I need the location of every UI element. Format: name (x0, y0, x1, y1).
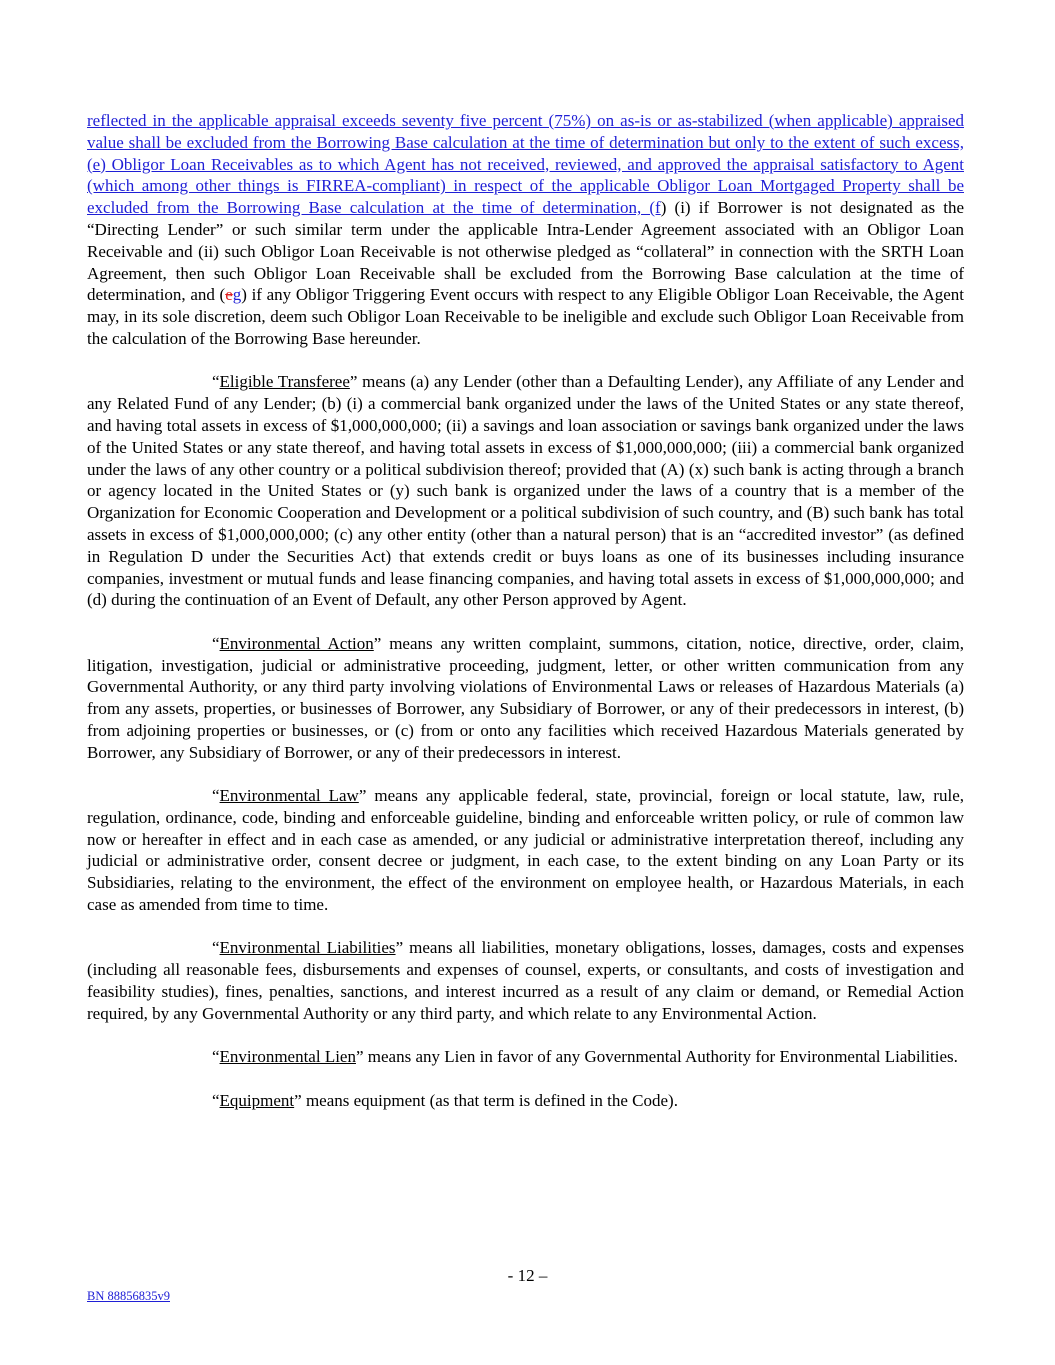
deleted-text: e (225, 285, 233, 305)
paragraph-text: ) (i) if Borrower is not designated as the “Directing Lender” or such similar term under the applicable Intra-Lender Agreement associated with an Obligor Loan Receivable and (ii) such Obligor Loan Receivable is not otherwise pledged as “collateral” in connection with the SRTH Loan Agreement, then such Obligor Loan Receivable shall be excluded from the Borrowing Base calculation at the time of determination, and ( (87, 198, 964, 305)
definition-body: means any Lien in favor of any Governmental Authority for Environmental Liabilities. (363, 1047, 958, 1067)
definition-body: means any applicable federal, state, provincial, foreign or local statute, law, rule, regulation, ordinance, code, binding and enforceable guideline, binding and enforceable written policy, or rule of common law now or hereafter in effect and in each case as amended, or any judicial or administrative interpretation thereof, including any judicial or administrative order, consent decree or judgment, in each case, to the extent binding on any Loan Party or its Subsidiaries, relating to the environment, the effect of the environment on employee health, or Hazardous Materials, in each case as amended from time to time. (87, 786, 964, 915)
definition-body: means all liabilities, monetary obligations, losses, damages, costs and expenses (including all reasonable fees, disbursements and expenses of counsel, experts, or consultants, and costs of investigation and feasibility studies), fines, penalties, sanctions, and interest incurred as a result of any claim or demand, or Remedial Action required, by any Governmental Authority or any third party, and which relate to any Environmental Action. (87, 938, 964, 1023)
inserted-text: g (232, 285, 242, 305)
defined-term: Environmental Law (219, 786, 359, 806)
definition-body: means equipment (as that term is defined in the Code). (301, 1090, 678, 1110)
defined-term: Equipment (219, 1090, 295, 1110)
defined-term: Environmental Action (219, 633, 374, 653)
definition-environmental-law: “Environmental Law” means any applicable federal, state, provincial, foreign or local statute, law, rule, regulation, ordinance, code, binding and enforceable guideline, binding and enforceable written policy, or rule of common law now or hereafter in effect and in each case as amended, or any judicial or administrative interpretation thereof, including any judicial or administrative order, consent decree or judgment, in each case, to the extent binding on any Loan Party or its Subsidiaries, relating to the environment, the effect of the environment on employee health, or Hazardous Materials, in each case as amended from time to time. (87, 786, 964, 915)
definition-eligible-transferee: “Eligible Transferee” means (a) any Lender (other than a Defaulting Lender), any Affiliate of any Lender and any Related Fund of any Lender; (b) (i) a commercial bank organized under the laws of the United States or any state thereof, and having total assets in excess of $1,000,000,000; (ii) a savings and loan association or savings bank organized under the laws of the United States or any state thereof, and having total assets in excess of $1,000,000,000; (iii) a commercial bank organized under the laws of any other country or a political subdivision thereof; provided that (A) (x) such bank is acting through a branch or agency located in the United States or (y) such bank is organized under the laws of a country that is a member of the Organization for Economic Cooperation and Development or a political subdivision of such country, and (B) such bank has total assets in excess of $1,000,000,000; (c) any other entity (other than a natural person) that is an “accredited investor” (as defined in Regulation D under the Securities Act) that extends credit or buys loans as one of its businesses including insurance companies, investment or mutual funds and lease financing companies, and having total assets in excess of $1,000,000,000; and (d) during the continuation of an Event of Default, any other Person approved by Agent. (87, 372, 964, 610)
defined-term: Environmental Lien (219, 1047, 356, 1067)
paragraph-text: ) if any Obligor Triggering Event occurs with respect to any Eligible Obligor Loan Receivable, the Agent may, in its sole discretion, deem such Obligor Loan Receivable to be ineligible and exclude such Obligor Loan Receivable from the calculation of the Borrowing Base hereunder. (87, 285, 964, 348)
inserted-text: reflected in the applicable appraisal exceeds seventy five percent (75%) on as-is or as-stabilized (when applicable) appraised value shall be excluded from the Borrowing Base calculation at the time of determination but only to the extent of such excess, (e) Obligor Loan Receivables as to which Agent has not received, reviewed, and approved the appraisal satisfactory to Agent (which among other things is FIRREA-compliant) in respect of the applicable Obligor Loan Mortgaged Property shall be excluded from the Borrowing Base calculation at the time of determination, (f (87, 111, 964, 218)
defined-term: Eligible Transferee (219, 372, 350, 392)
page-number: - 12 – (507, 1266, 548, 1285)
definition-equipment: “Equipment” means equipment (as that term is defined in the Code). (212, 1090, 678, 1110)
defined-term: Environmental Liabilities (219, 938, 396, 958)
definition-body: means (a) any Lender (other than a Defaulting Lender), any Affiliate of any Lender and any Related Fund of any Lender; (b) (i) a commercial bank organized under the laws of the United States or any state thereof, and having total assets in excess of $1,000,000,000; (ii) a savings and loan association or savings bank organized under the laws of the United States or any state thereof, and having total assets in excess of $1,000,000,000; (iii) a commercial bank organized under the laws of any other country or a political subdivision thereof; provided that (A) (x) such bank is acting through a branch or agency located in the United States or (y) such bank is organized under the laws of a country that is a member of the Organization for Economic Cooperation and Development or a political subdivision of such country, and (B) such bank has total assets in excess of $1,000,000,000; (c) any other entity (other than a natural person) that is an “accredited investor” (as defined in Regulation D under the Securities Act) that extends credit or buys loans as one of its businesses including insurance companies, investment or mutual funds and lease financing companies, and having total assets in excess of $1,000,000,000; and (d) during the continuation of an Event of Default, any other Person approved by Agent. (87, 372, 964, 610)
paragraph-eligible-obligor-loan-continued (87, 110, 964, 350)
definition-body: means any written complaint, summons, citation, notice, directive, order, claim, litigation, investigation, judicial or administrative proceeding, judgment, letter, or other written communication from any Governmental Authority, or any third party involving violations of Environmental Laws or releases of Hazardous Materials (a) from any assets, properties, or businesses of Borrower, any Subsidiary of Borrower, or any of their predecessors in interest, (b) from adjoining properties or businesses, or (c) from or onto any facilities which received Hazardous Materials generated by Borrower, any Subsidiary of Borrower, or any of their predecessors in interest. (87, 633, 964, 762)
definition-environmental-liabilities: “Environmental Liabilities” means all liabilities, monetary obligations, losses, damages, costs and expenses (including all reasonable fees, disbursements and expenses of counsel, experts, or consultants, and costs of investigation and feasibility studies), fines, penalties, sanctions, and interest incurred as a result of any claim or demand, or Remedial Action required, by any Governmental Authority or any third party, and which relate to any Environmental Action. (87, 938, 964, 1023)
document-id: BN 88856835v9 (87, 1289, 170, 1303)
definition-environmental-lien: “Environmental Lien” means any Lien in favor of any Governmental Authority for Environmental Liabilities. (212, 1047, 958, 1067)
document-page (87, 110, 964, 1133)
definition-environmental-action: “Environmental Action” means any written complaint, summons, citation, notice, directive, order, claim, litigation, investigation, judicial or administrative proceeding, judgment, letter, or other written communication from any Governmental Authority, or any third party involving violations of Environmental Laws or releases of Hazardous Materials (a) from any assets, properties, or businesses of Borrower, any Subsidiary of Borrower, or any of their predecessors in interest, (b) from adjoining properties or businesses, or (c) from or onto any facilities which received Hazardous Materials generated by Borrower, any Subsidiary of Borrower, or any of their predecessors in interest. (87, 633, 964, 762)
